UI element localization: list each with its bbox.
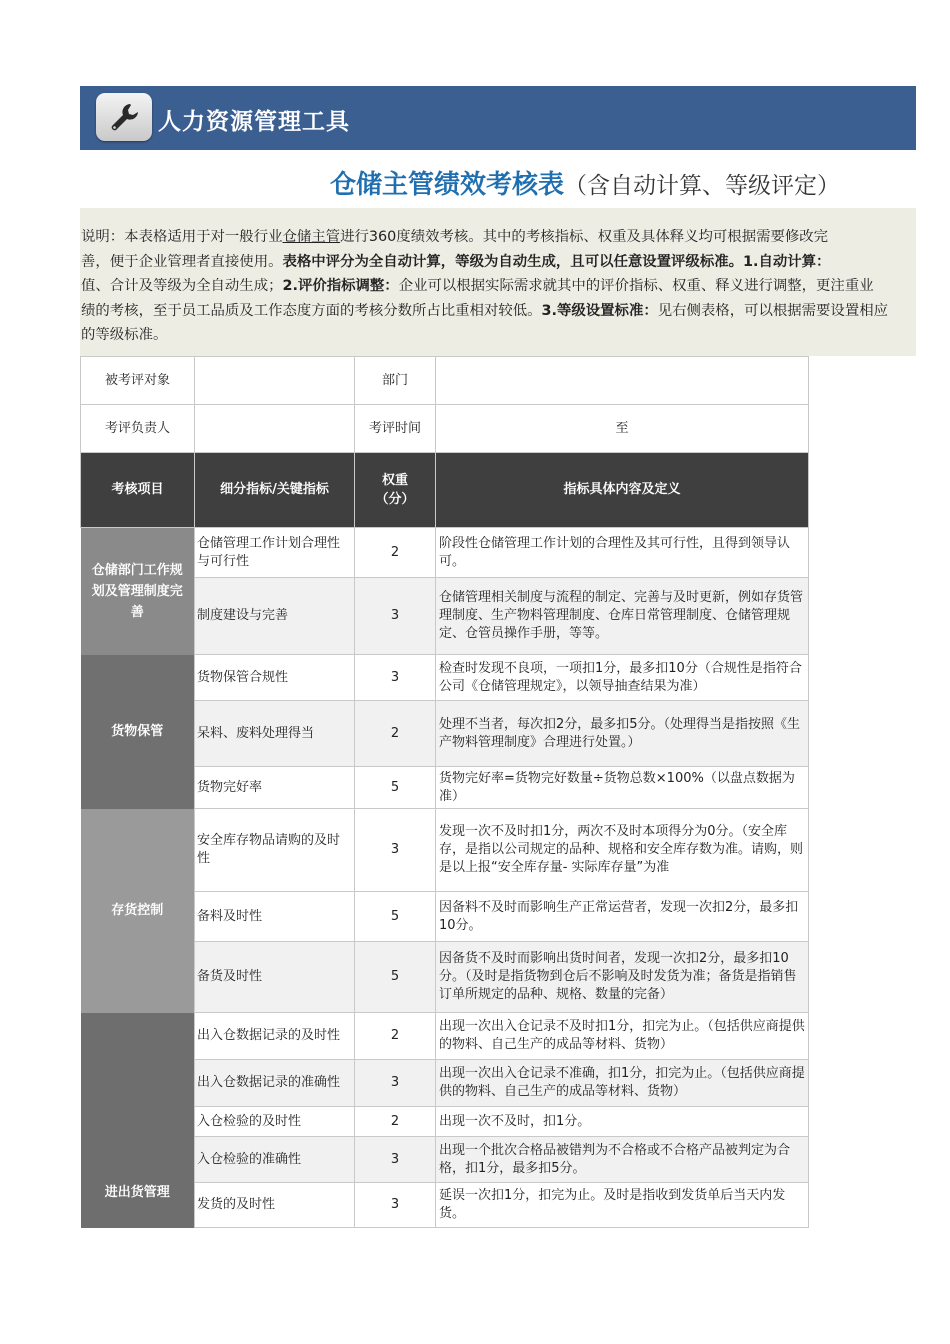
page-title-sub: （含自动计算、等级评定）: [564, 173, 841, 199]
category-inventory: 存货控制: [81, 809, 195, 1013]
indicator-cell: 入仓检验的及时性: [195, 1107, 355, 1137]
subject-label: 被考评对象: [81, 357, 195, 405]
evaluation-table: [80, 356, 809, 1228]
page-title-main: 仓储主管绩效考核表: [330, 170, 565, 200]
desc-text: 进行360度绩效考核。其中的考核指标、权重及具体释义均可根据需要修改完: [340, 229, 829, 245]
header-weight-text: 权重（分）: [375, 473, 415, 507]
definition-cell: 因备货不及时而影响出货时间者，发现一次扣2分，最多扣10分。（及时是指货物到仓后不影响及时发货为准；备货是指销售订单所规定的品种、规格、数量的完备）: [436, 942, 809, 1013]
weight-cell: 3: [355, 1060, 436, 1107]
category-planning: [81, 528, 195, 655]
time-field[interactable]: 至: [436, 405, 809, 453]
desc-text: 企业可以根据实际需求就其中的评价指标、权重、释义进行调整，更注重业: [398, 278, 874, 294]
definition-cell: 出现一个批次合格品被错判为不合格或不合格产品被判定为合格，扣1分，最多扣5分。: [436, 1137, 809, 1183]
indicator-cell: 出入仓数据记录的及时性: [195, 1013, 355, 1060]
app-title: 人力资源管理工具: [158, 109, 350, 135]
header-weight: [355, 453, 436, 528]
category-label: 仓储部门工作规划及管理制度完善: [91, 562, 183, 620]
weight-cell: 5: [355, 767, 436, 809]
header-definition: 指标具体内容及定义: [436, 453, 809, 528]
category-storage: 货物保管: [81, 655, 195, 809]
category-label: 进出货管理: [104, 1184, 170, 1200]
indicator-cell: 仓储管理工作计划合理性与可行性: [195, 528, 355, 578]
info-row-subject: [81, 357, 809, 405]
desc-bold: 表格中评分为全自动计算，等级为自动生成，且可以任意设置评级标准。1.自动计算：: [282, 253, 831, 270]
subject-field[interactable]: [195, 357, 355, 405]
app-banner: [80, 86, 916, 150]
description-text: [81, 225, 888, 351]
table-row: [81, 655, 809, 701]
indicator-cell: 制度建设与完善: [195, 578, 355, 655]
definition-cell: 出现一次出入仓记录不及时扣1分，扣完为止。（包括供应商提供的物料、自己生产的成品等材料、货物）: [436, 1013, 809, 1060]
weight-cell: 3: [355, 578, 436, 655]
indicator-cell: 货物保管合规性: [195, 655, 355, 701]
weight-cell: 2: [355, 1013, 436, 1060]
indicator-cell: 发货的及时性: [195, 1183, 355, 1228]
desc-text: 绩的考核，至于员工品质及工作态度方面的考核分数所占比重相对较低。: [81, 302, 542, 319]
definition-cell: 因备料不及时而影响生产正常运营者，发现一次扣2分，最多扣10分。: [436, 892, 809, 942]
header-indicator: 细分指标/关键指标: [195, 453, 355, 528]
desc-text: 说明：本表格适用于对一般行业: [81, 229, 283, 245]
indicator-cell: 入仓检验的准确性: [195, 1137, 355, 1183]
desc-text: 见右侧表格，可以根据需要设置相应: [657, 302, 888, 319]
definition-cell: 延误一次扣1分，扣完为止。及时是指收到发货单后当天内发货。: [436, 1183, 809, 1228]
weight-cell: 2: [355, 701, 436, 767]
dept-field[interactable]: [436, 357, 809, 405]
owner-label: 考评负责人: [81, 405, 195, 453]
definition-cell: 检查时发现不良项，一项扣1分，最多扣10分（合规性是指符合公司《仓储管理规定》，以领导抽查结果为准）: [436, 655, 809, 701]
indicator-cell: 备料及时性: [195, 892, 355, 942]
table-row: [81, 528, 809, 578]
definition-cell: 出现一次出入仓记录不准确，扣1分，扣完为止。（包括供应商提供的物料、自己生产的成品等材料、货物）: [436, 1060, 809, 1107]
table-row: [81, 1013, 809, 1060]
desc-bold: 3.等级设置标准：: [541, 302, 658, 319]
weight-cell: 3: [355, 809, 436, 892]
desc-text: 善，便于企业管理者直接使用。: [81, 253, 283, 270]
category-inbound-outbound: [81, 1013, 195, 1228]
wrench-icon: [96, 93, 152, 141]
header-category: 考核项目: [81, 453, 195, 528]
indicator-cell: 备货及时性: [195, 942, 355, 1013]
table-header: [81, 453, 809, 528]
indicator-cell: 出入仓数据记录的准确性: [195, 1060, 355, 1107]
definition-cell: 发现一次不及时扣1分，两次不及时本项得分为0分。（安全库存，是指以公司规定的品种、规格和安全库存数为准。请购，则是以上报“安全库存量- 实际库存量”为准: [436, 809, 809, 892]
desc-target-role: 仓储主管: [282, 229, 341, 245]
weight-cell: 2: [355, 1107, 436, 1137]
weight-cell: 3: [355, 1137, 436, 1183]
time-label: 考评时间: [355, 405, 436, 453]
weight-cell: 3: [355, 655, 436, 701]
desc-text: 值、合计及等级为全自动生成；: [81, 278, 283, 294]
weight-cell: 5: [355, 892, 436, 942]
definition-cell: 货物完好率=货物完好数量÷货物总数×100%（以盘点数据为准）: [436, 767, 809, 809]
info-row-owner: [81, 405, 809, 453]
weight-cell: 2: [355, 528, 436, 578]
desc-text: 的等级标准。: [81, 327, 168, 343]
indicator-cell: 呆料、废料处理得当: [195, 701, 355, 767]
definition-cell: 处理不当者，每次扣2分，最多扣5分。（处理得当是指按照《生产物料管理制度》合理进行处置。）: [436, 701, 809, 767]
definition-cell: 仓储管理相关制度与流程的制定、完善与及时更新，例如存货管理制度、生产物料管理制度、仓库日常管理制度、仓储管理规定、仓管员操作手册，等等。: [436, 578, 809, 655]
desc-bold: 2.评价指标调整：: [282, 278, 399, 294]
page-title: [330, 164, 841, 204]
indicator-cell: 货物完好率: [195, 767, 355, 809]
weight-cell: 3: [355, 1183, 436, 1228]
table-row: [81, 809, 809, 892]
weight-cell: 5: [355, 942, 436, 1013]
owner-field[interactable]: [195, 405, 355, 453]
definition-cell: 阶段性仓储管理工作计划的合理性及其可行性，且得到领导认可。: [436, 528, 809, 578]
indicator-cell: 安全库存物品请购的及时性: [195, 809, 355, 892]
definition-cell: 出现一次不及时，扣1分。: [436, 1107, 809, 1137]
dept-label: 部门: [355, 357, 436, 405]
